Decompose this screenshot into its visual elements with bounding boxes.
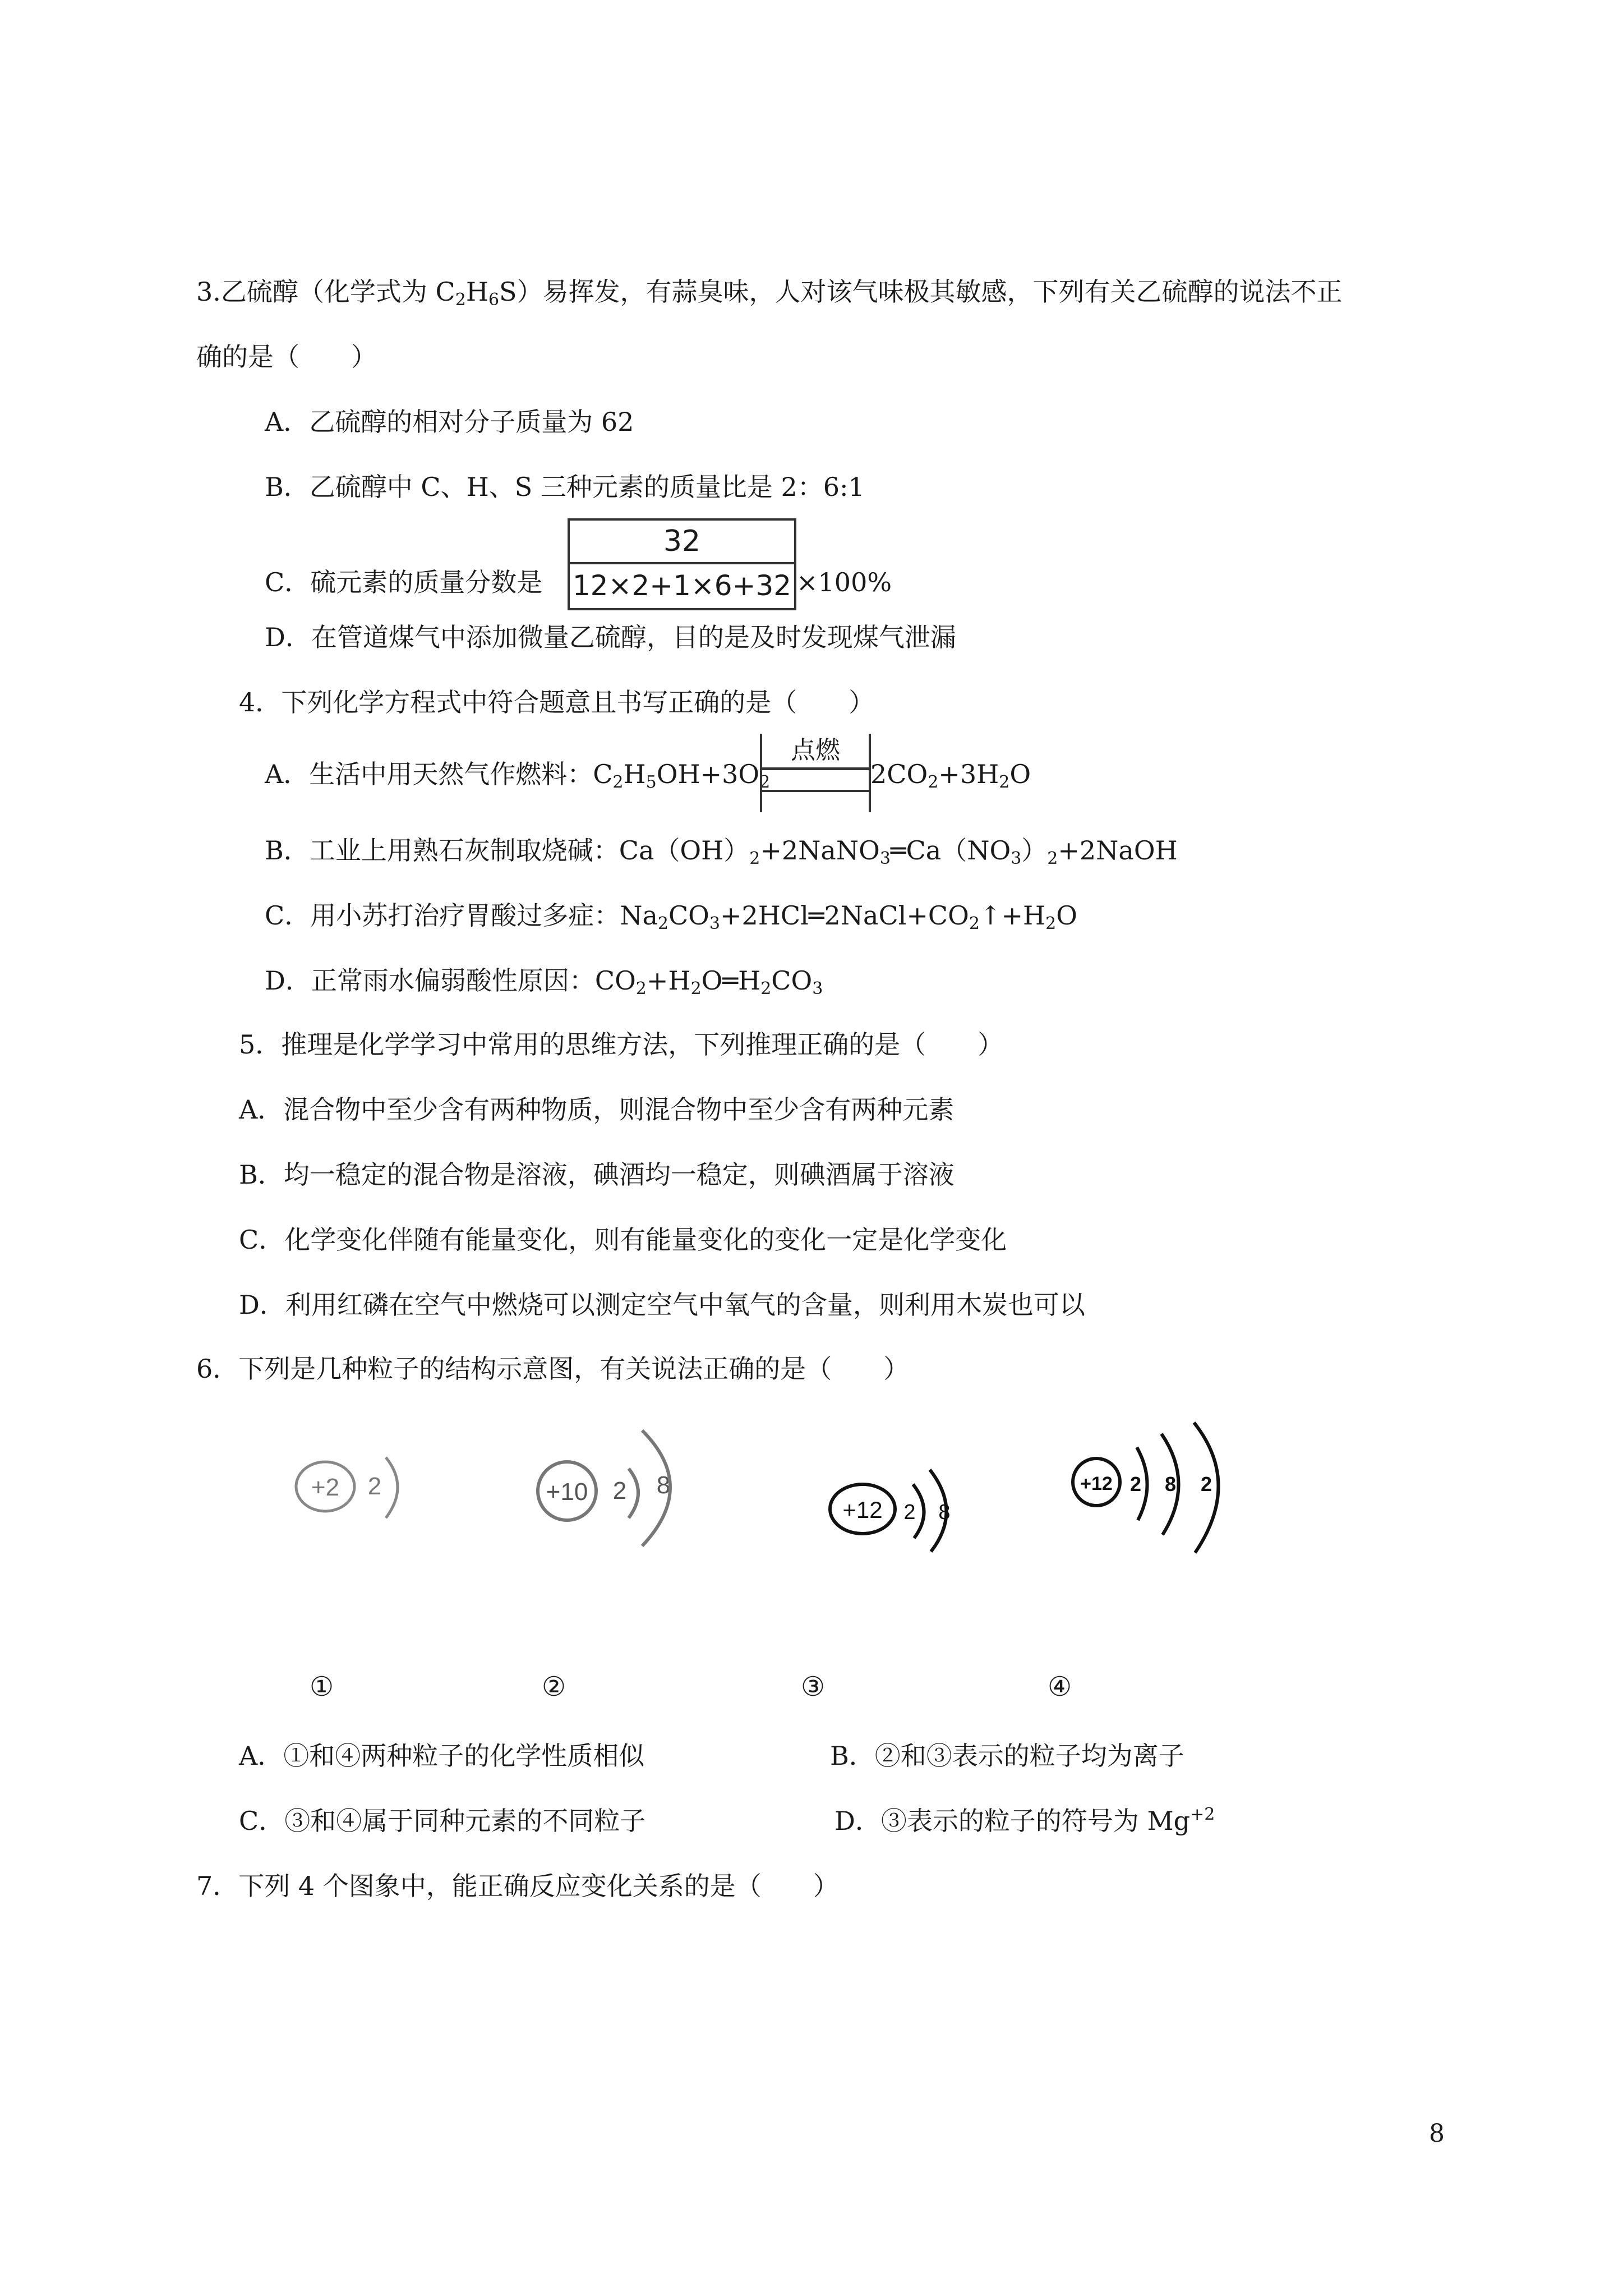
q3-stem: 3.乙硫醇（化学式为 $C_2H_6S$）易挥发，有蒜臭味，人对该气味极其敏感，下列有关乙硫醇的说法不正 bbox=[196, 277, 1343, 310]
q6-option-c: C．③和④属于同种元素的不同粒子 bbox=[239, 1806, 646, 1836]
atom-structure-3 bbox=[824, 1453, 970, 1559]
q6-option-a: A．①和④两种粒子的化学性质相似 bbox=[239, 1741, 645, 1771]
atom-structure-2 bbox=[530, 1419, 698, 1554]
page-number: 8 bbox=[1429, 2119, 1445, 2148]
atom-structure-4 bbox=[1063, 1414, 1248, 1571]
q4-option-a-reactants: A．生活中用天然气作燃料：$C_2H_5OH+3O_2$ bbox=[265, 759, 771, 792]
q3-option-d: D．在管道煤气中添加微量乙硫醇，目的是及时发现煤气泄漏 bbox=[265, 622, 956, 652]
shell-electrons: 2 bbox=[367, 1473, 382, 1500]
fraction-denominator: 12×2+1×6+32 bbox=[572, 569, 792, 602]
q4-stem: 4．下列化学方程式中符合题意且书写正确的是（ ） bbox=[239, 687, 875, 717]
q5-option-c: C．化学变化伴随有能量变化，则有能量变化的变化一定是化学变化 bbox=[239, 1225, 1007, 1255]
q3-option-c-suffix: ×100% bbox=[796, 567, 892, 597]
shell-electrons: 2 bbox=[903, 1501, 916, 1524]
q3-option-b: B．乙硫醇中 C、H、S 三种元素的质量比是 2：6:1 bbox=[265, 472, 865, 502]
atom-label-2: ② bbox=[542, 1671, 566, 1703]
q4-option-a-products: $2CO_2+3H_2O$ bbox=[870, 759, 1031, 792]
q5-option-b: B．均一稳定的混合物是溶液，碘酒均一稳定，则碘酒属于溶液 bbox=[239, 1159, 955, 1190]
q4-option-d: D．正常雨水偏弱酸性原因：$CO_2+H_2O═H_2CO_3$ bbox=[265, 965, 823, 999]
q3-mass-fraction-image bbox=[568, 518, 796, 610]
q6-option-d: D．③表示的粒子的符号为 $Mg^{+2}$ bbox=[834, 1805, 1215, 1836]
shell-electrons: 8 bbox=[656, 1471, 671, 1499]
q3-stem-line2: 确的是（ ） bbox=[196, 342, 377, 372]
q3-option-a: A．乙硫醇的相对分子质量为 62 bbox=[265, 407, 634, 437]
atom-label-4: ④ bbox=[1048, 1671, 1072, 1703]
shell-electrons: 8 bbox=[938, 1501, 951, 1524]
atom-label-1: ① bbox=[310, 1671, 334, 1703]
atom-label-3: ③ bbox=[801, 1671, 826, 1703]
shell-electrons: 2 bbox=[1200, 1473, 1212, 1496]
q5-option-d: D．利用红磷在空气中燃烧可以测定空气中氧气的含量，则利用木炭也可以 bbox=[239, 1290, 1085, 1320]
shell-electrons: 2 bbox=[612, 1477, 627, 1504]
q3-option-c-prefix: C．硫元素的质量分数是 bbox=[265, 567, 543, 597]
condition-bar-bottom bbox=[762, 790, 869, 792]
nucleus-charge: +2 bbox=[311, 1474, 340, 1501]
q4-option-c: C．用小苏打治疗胃酸过多症：$Na_2CO_3+2HCl═2NaCl+CO_2↑+H_2O$ bbox=[265, 900, 1077, 933]
nucleus-charge: +10 bbox=[546, 1478, 588, 1506]
condition-bar-top bbox=[762, 767, 869, 770]
q5-option-a: A．混合物中至少含有两种物质，则混合物中至少含有两种元素 bbox=[239, 1094, 955, 1125]
shell-electrons: 2 bbox=[1129, 1473, 1142, 1496]
nucleus-charge: +12 bbox=[1080, 1473, 1113, 1494]
fraction-numerator: 32 bbox=[570, 521, 794, 564]
q6-stem: 6．下列是几种粒子的结构示意图，有关说法正确的是（ ） bbox=[196, 1354, 910, 1384]
q4-reaction-condition bbox=[760, 734, 871, 812]
atom-structure-1 bbox=[292, 1436, 426, 1548]
q5-stem: 5．推理是化学学习中常用的思维方法，下列推理正确的是（ ） bbox=[239, 1029, 1004, 1060]
q4-option-b: B．工业上用熟石灰制取烧碱：$Ca(OH)_2+2NaNO_3═Ca(NO_3)_2+2NaOH$ bbox=[265, 835, 1178, 868]
condition-label: 点燃 bbox=[791, 736, 840, 765]
nucleus-charge: +12 bbox=[842, 1497, 883, 1523]
shell-electrons: 8 bbox=[1164, 1473, 1177, 1496]
q7-stem: 7．下列 4 个图象中，能正确反应变化关系的是（ ） bbox=[196, 1871, 839, 1901]
q6-option-b: B．②和③表示的粒子均为离子 bbox=[830, 1741, 1184, 1771]
